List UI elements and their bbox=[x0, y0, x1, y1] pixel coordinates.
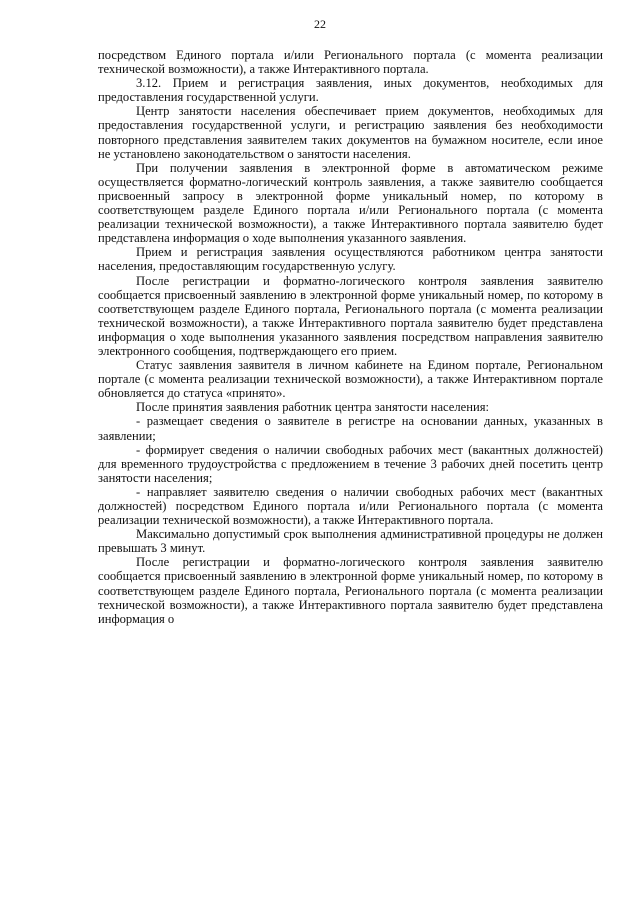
section-heading-3-12: 3.12. Прием и регистрация заявления, иных документов, необходимых для предоставления государственной услуги. bbox=[98, 76, 603, 105]
paragraph: Прием и регистрация заявления осуществляются работником центра занятости населения, предоставляющим государственную услугу. bbox=[98, 245, 603, 274]
paragraph: Центр занятости населения обеспечивает прием документов, необходимых для предоставления государственной услуги, и регистрацию заявления без необходимости повторного представления заявителем таких документов на бумажном носителе, если иное не установлено законодательством о занятости населения. bbox=[98, 104, 603, 161]
page-number: 22 bbox=[314, 17, 326, 31]
paragraph: При получении заявления в электронной форме в автоматическом режиме осуществляется форматно-логический контроль заявления, а также заявителю сообщается присвоенный запросу в электронной форме уникальный номер, по которому в соответствующем разделе Единого портала и/или Регионального портала (с момента реализации технической возможности), а также Интерактивного портала заявителю будет представлена информация о ходе выполнения указанного заявления. bbox=[98, 160, 603, 246]
paragraph: Максимально допустимый срок выполнения административной процедуры не должен превышать 3 минут. bbox=[98, 527, 603, 556]
paragraph: После регистрации и форматно-логического контроля заявления заявителю сообщается присвоенный заявлению в электронной форме уникальный номер, по которому в соответствующем разделе Единого портала, Регионального портала (с момента реализации технической возможности), а также Интерактивного портала заявителю будет представлена информация о bbox=[98, 555, 603, 626]
paragraph: После принятия заявления работник центра занятости населения: bbox=[136, 400, 490, 415]
body-text bbox=[98, 48, 603, 626]
paragraph: посредством Единого портала и/или Регионального портала (с момента реализации технической возможности), а также Интерактивного портала. bbox=[98, 48, 603, 77]
paragraph: Статус заявления заявителя в личном кабинете на Едином портале, Региональном портале (с момента реализации технической возможности), а также Интерактивном портале обновляется до статуса «принято». bbox=[98, 358, 603, 401]
list-item: - направляет заявителю сведения о наличии свободных рабочих мест (вакантных должностей) посредством Единого портала и/или Регионального портала (с момента реализации технической возможности), а также Интерактивного портала. bbox=[98, 484, 603, 528]
list-item: - размещает сведения о заявителе в регистре на основании данных, указанных в заявлении; bbox=[98, 414, 603, 443]
list-item: - формирует сведения о наличии свободных рабочих мест (вакантных должностей) для временного трудоустройства с предложением в течение 3 рабочих дней посетить центр занятости населения; bbox=[98, 442, 603, 485]
paragraph: После регистрации и форматно-логического контроля заявления заявителю сообщается присвоенный заявлению в электронной форме уникальный номер, по которому в соответствующем разделе Единого портала, Регионального портала (с момента реализации технической возможности), а также Интерактивного портала заявителю будет представлена информация о ходе выполнения указанного заявления посредством направления заявителю электронного сообщения, подтверждающего его прием. bbox=[98, 273, 603, 358]
